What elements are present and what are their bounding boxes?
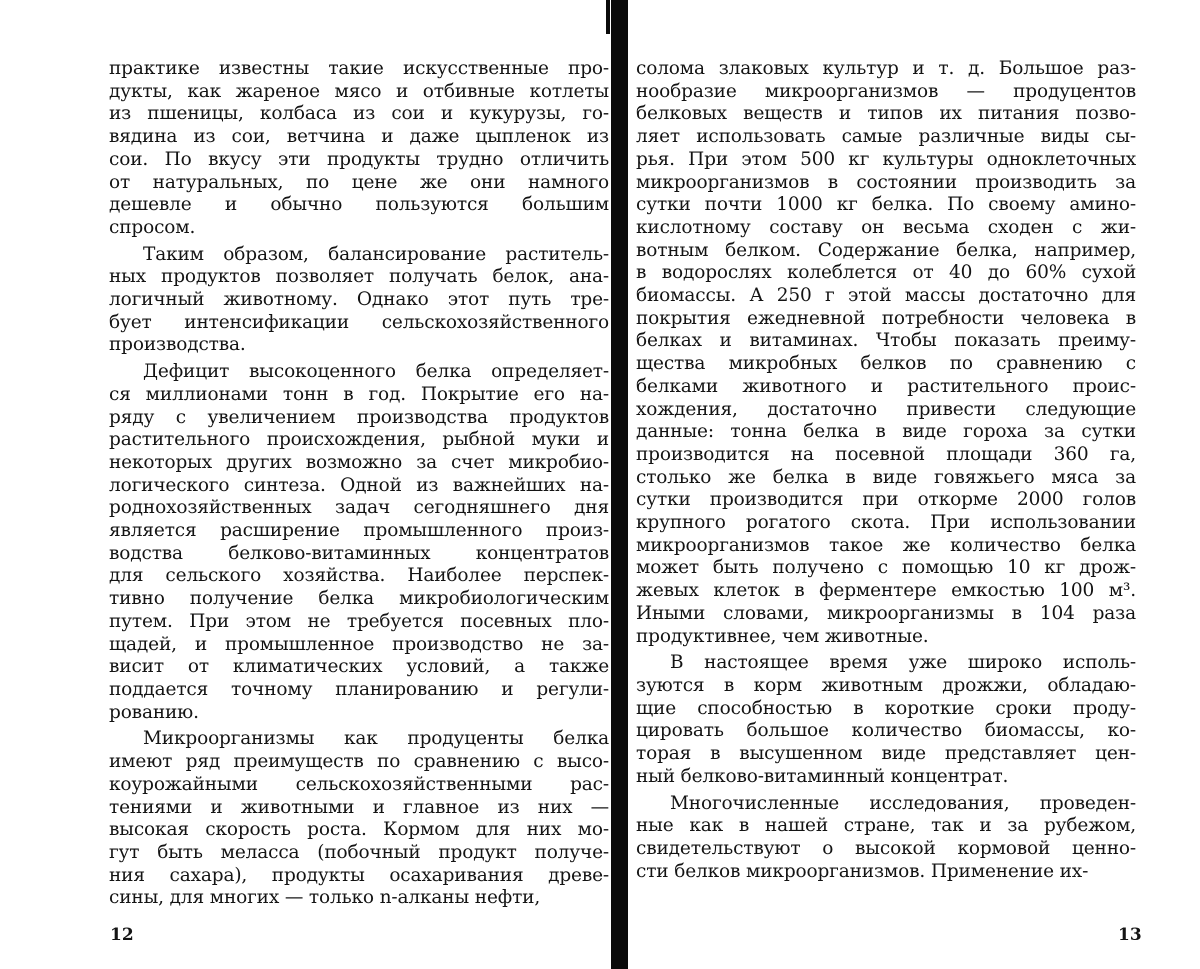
text-line: висит от климатических условий, а также	[109, 656, 609, 678]
left-page	[109, 58, 609, 910]
text-line: столько же белка в виде говяжьего мяса за	[636, 466, 1136, 488]
text-line: хождения, достаточно привести следующие	[636, 398, 1136, 420]
text-line: ные как в нашей стране, так и за рубежом,	[636, 815, 1136, 837]
text-line: вядина из сои, ветчина и даже цыпленок из	[109, 126, 609, 148]
text-line: является расширение промышленного произ-	[109, 520, 609, 542]
text-line: некоторых других возможно за счет микробио-	[109, 451, 609, 473]
text-line: свидетельствуют о высокой кормовой ценно-	[636, 837, 1136, 859]
text-line: дукты, как жареное мясо и отбивные котлеты	[109, 80, 609, 102]
text-line: щадей, и промышленное производство не за-	[109, 633, 609, 655]
text-line: производится на посевной площади 360 га,	[636, 443, 1136, 465]
text-line: Дефицит высокоценного белка определяет-	[143, 361, 609, 383]
text-line: рованию.	[109, 701, 199, 723]
text-line: коурожайными сельскохозяйственными рас-	[109, 773, 609, 795]
text-line: микроорганизмов такое же количество белка	[636, 534, 1136, 556]
text-line: биомассы. А 250 г этой массы достаточно для	[636, 285, 1136, 307]
text-line: сои. По вкусу эти продукты трудно отличить	[109, 148, 609, 170]
text-line: для сельского хозяйства. Наиболее перспек-	[109, 565, 609, 587]
text-line: поддается точному планированию и регули-	[109, 678, 609, 700]
gutter-mark	[606, 0, 610, 34]
text-line: покрытия ежедневной потребности человека в	[636, 307, 1136, 329]
text-line: производства.	[109, 334, 246, 356]
text-line: сины, для многих — только n-алканы нефти,	[109, 887, 541, 909]
text-line: практике известны такие искусственные про-	[109, 58, 609, 79]
text-line: Микроорганизмы как продуценты белка	[143, 728, 609, 750]
text-line: тениями и животными и главное из них —	[109, 796, 609, 818]
text-line: может быть получено с помощью 10 кг дрож-	[636, 557, 1136, 579]
text-line: жевых клеток в ферментере емкостью 100 м³.	[636, 580, 1136, 602]
text-line: белковых веществ и типов их питания позво-	[636, 103, 1136, 125]
text-line: спросом.	[109, 216, 196, 238]
paragraph	[109, 728, 609, 910]
text-line: ряду с увеличением производства продуктов	[109, 406, 609, 428]
page-number-right: 13	[1118, 925, 1142, 945]
text-line: сутки производится при откорме 2000 голов	[636, 489, 1136, 511]
text-line: зуются в корм животным дрожжи, обладаю-	[636, 674, 1136, 696]
text-line: в водорослях колеблется от 40 до 60% сухой	[636, 262, 1136, 284]
text-line: ния сахара), продукты осахаривания древе-	[109, 864, 609, 886]
paragraph	[636, 793, 1136, 884]
text-line: водства белково-витаминных концентратов	[109, 542, 609, 564]
text-line: логического синтеза. Одной из важнейших на-	[109, 474, 609, 496]
paragraph	[109, 244, 609, 358]
text-line: роднохозяйственных задач сегодняшнего дня	[109, 497, 609, 519]
book-gutter	[611, 0, 628, 969]
text-line: логичный животному. Однако этот путь тре-	[109, 289, 609, 311]
text-line: сутки почти 1000 кг белка. По своему амино-	[636, 194, 1136, 216]
text-line: путем. При этом не требуется посевных пло-	[109, 610, 609, 632]
text-line: торая в высушенном виде представляет цен-	[636, 743, 1136, 765]
text-line: сти белков микроорганизмов. Применение их-	[636, 860, 1089, 882]
text-line: ся миллионами тонн в год. Покрытие его на-	[109, 383, 609, 405]
text-line: продуктивнее, чем животные.	[636, 625, 929, 647]
text-line: Иными словами, микроорганизмы в 104 раза	[636, 602, 1136, 624]
text-line: бует интенсификации сельскохозяйственного	[109, 311, 609, 333]
text-line: солома злаковых культур и т. д. Большое раз-	[636, 58, 1136, 79]
text-line: от натуральных, по цене же они намного	[109, 171, 609, 193]
text-line: щие способностью в короткие сроки проду-	[636, 697, 1136, 719]
text-line: гут быть меласса (побочный продукт получе-	[109, 841, 609, 863]
paragraph	[109, 58, 609, 240]
text-line: крупного рогатого скота. При использовании	[636, 512, 1136, 534]
text-line: белками животного и растительного проис-	[636, 375, 1136, 397]
text-line: растительного происхождения, рыбной муки и	[109, 429, 609, 451]
text-line: дешевле и обычно пользуются большим	[109, 194, 609, 216]
text-line: имеют ряд преимуществ по сравнению с высо-	[109, 751, 609, 773]
paragraph	[636, 58, 1136, 648]
text-line: щества микробных белков по сравнению с	[636, 353, 1136, 375]
text-line: из пшеницы, колбаса из сои и кукурузы, го-	[109, 103, 609, 125]
text-line: данные: тонна белка в виде гороха за сутки	[636, 421, 1136, 443]
paragraph	[109, 361, 609, 724]
text-line: тивно получение белка микробиологическим	[109, 588, 609, 610]
text-line: ных продуктов позволяет получать белок, ана-	[109, 266, 609, 288]
text-line: рья. При этом 500 кг культуры одноклеточных	[636, 148, 1136, 170]
text-line: В настоящее время уже широко исполь-	[670, 652, 1136, 674]
text-line: ляет использовать самые различные виды сы-	[636, 126, 1136, 148]
paragraph	[636, 652, 1136, 788]
text-line: цировать большое количество биомассы, ко-	[636, 720, 1136, 742]
text-line: ный белково-витаминный концентрат.	[636, 765, 1009, 787]
text-line: Многочисленные исследования, проведен-	[670, 792, 1136, 814]
text-line: нообразие микроорганизмов — продуцентов	[636, 80, 1136, 102]
text-line: высокая скорость роста. Кормом для них мо-	[109, 819, 609, 841]
right-page	[636, 58, 1136, 883]
text-line: Таким образом, балансирование раститель-	[143, 243, 609, 265]
text-line: вотным белком. Содержание белка, например,	[636, 239, 1136, 261]
text-line: микроорганизмов в состоянии производить за	[636, 171, 1136, 193]
text-line: кислотному составу он весьма сходен с жи-	[636, 216, 1136, 238]
text-line: белках и витаминах. Чтобы показать преиму-	[636, 330, 1136, 352]
page-number-left: 12	[110, 925, 134, 945]
